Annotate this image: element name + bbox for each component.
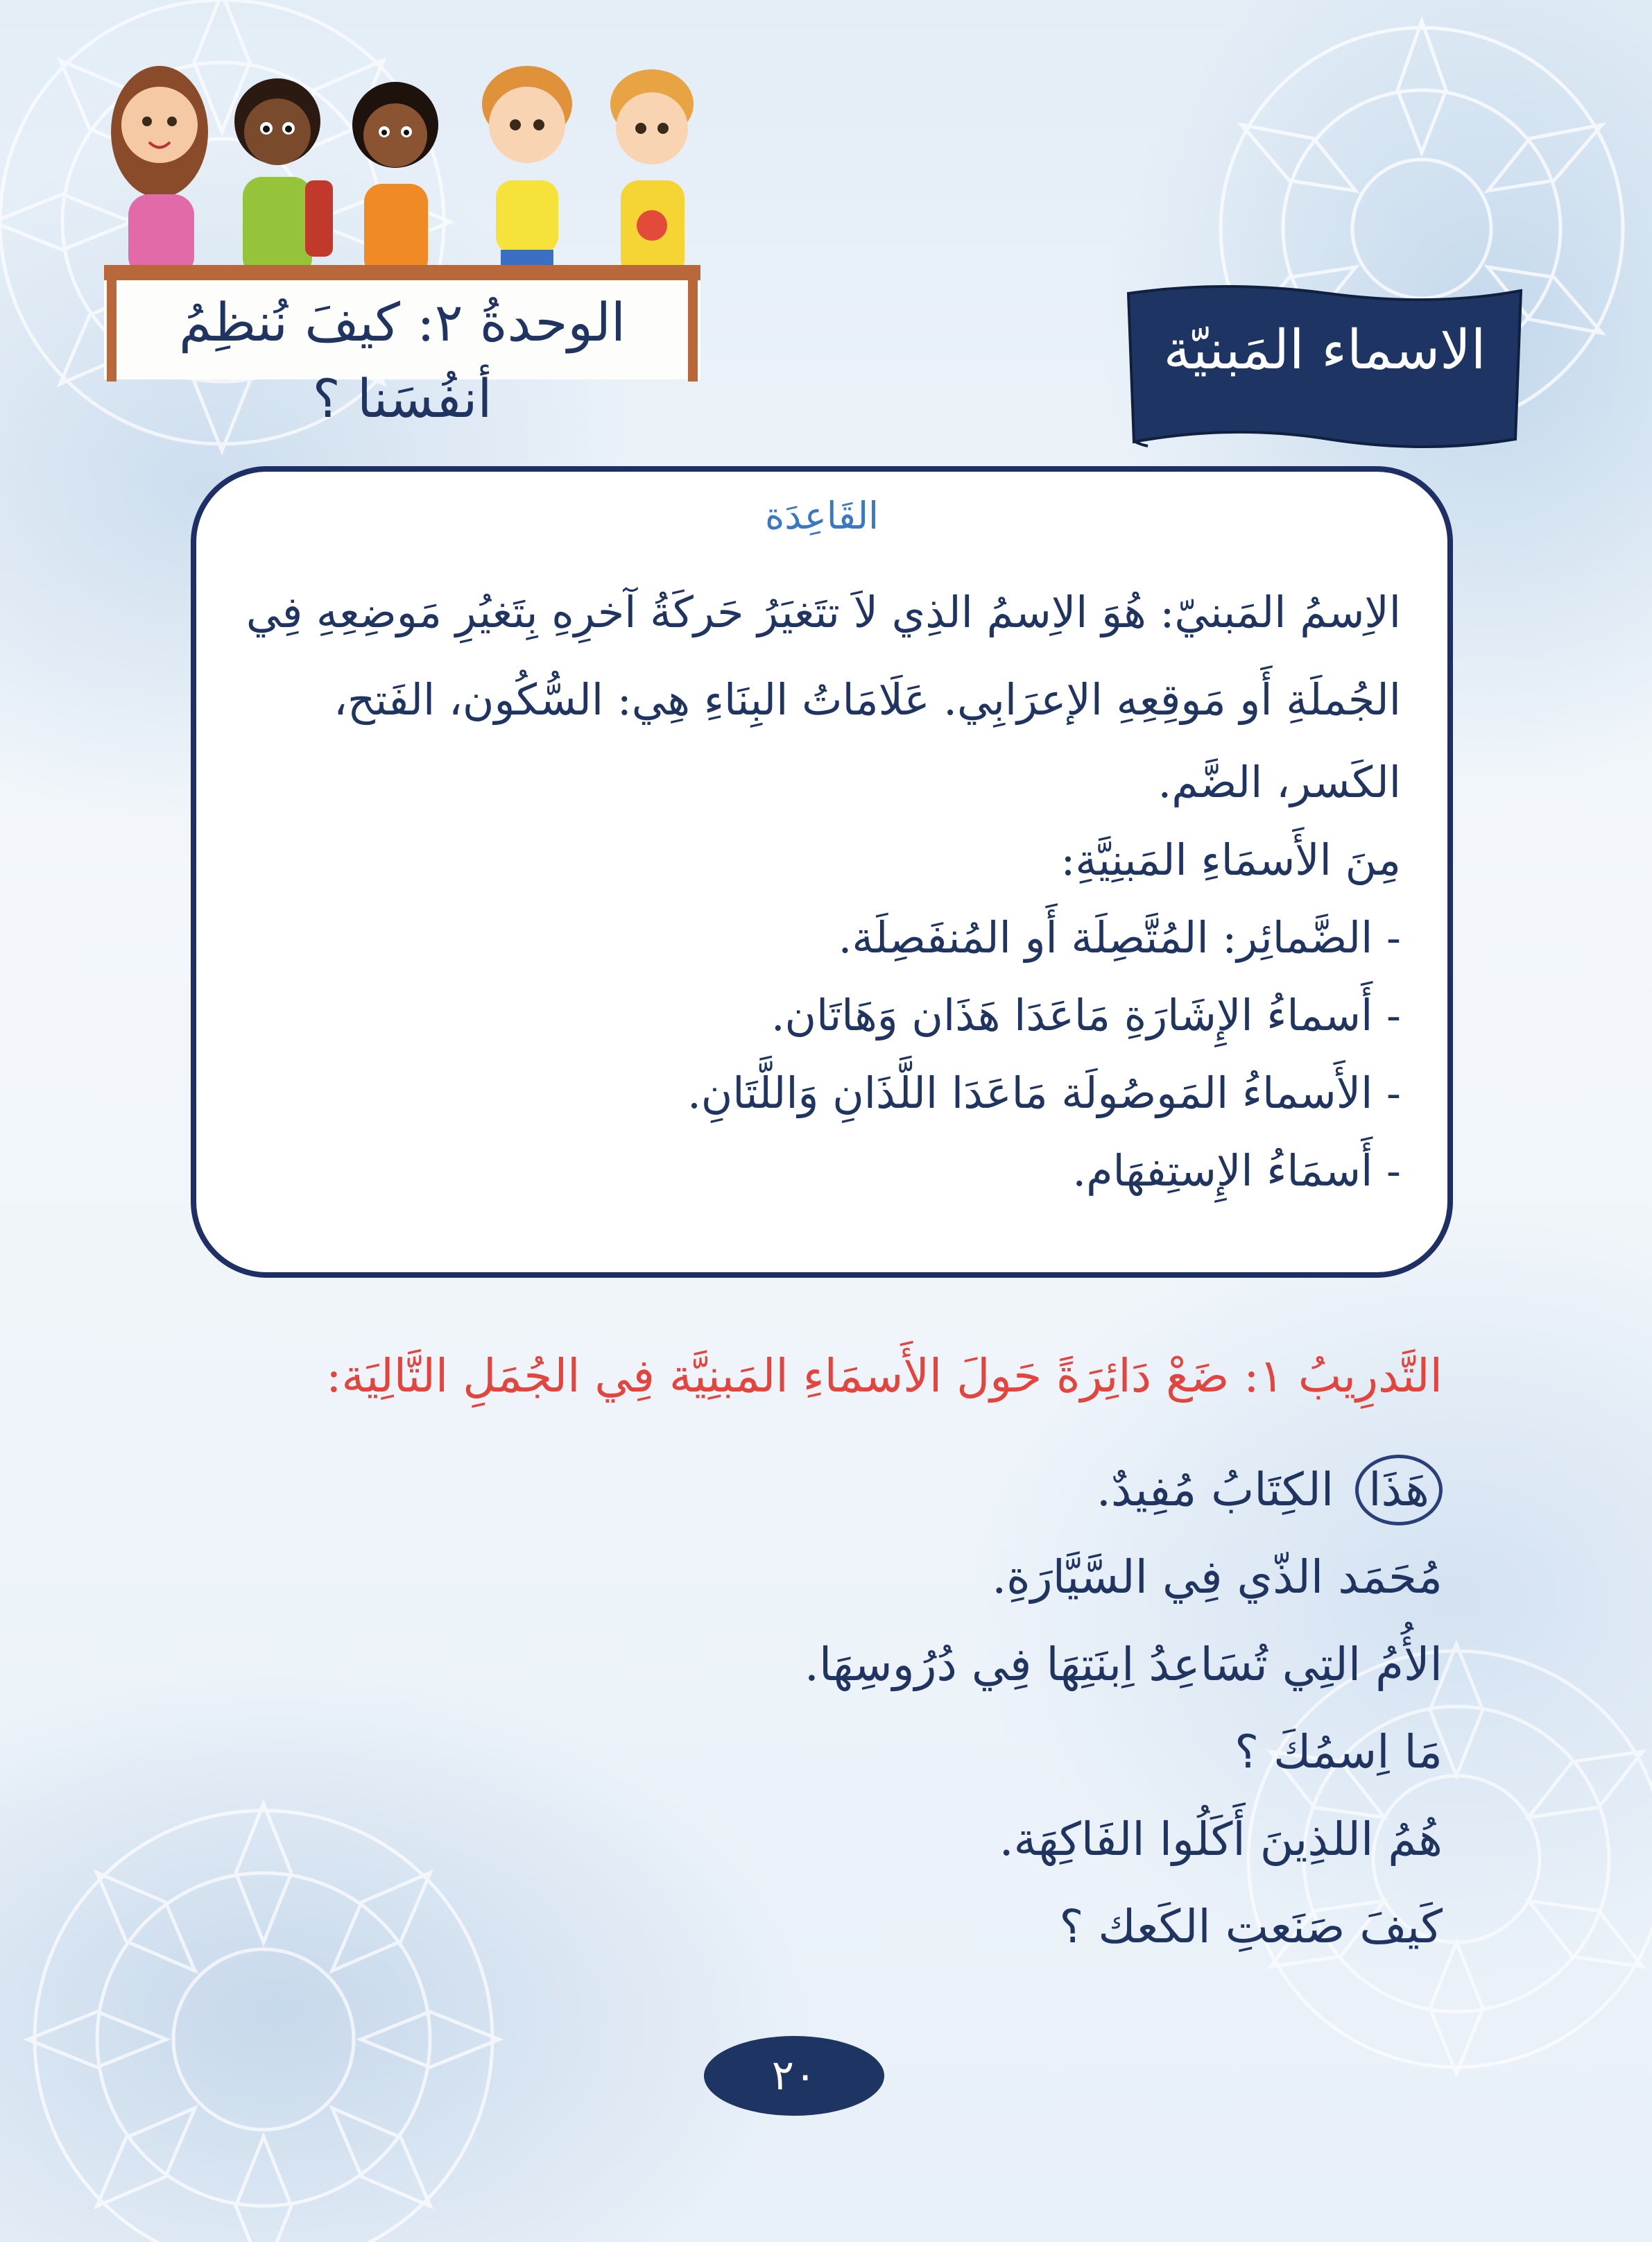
rule-list-item: - أَسمَاءُ الإِستِفهَام.: [1072, 1145, 1401, 1196]
rule-list-item: - الأَسماءُ المَوصُولَة مَاعَدَا اللَّذَانِ وَاللَّتَانِ.: [687, 1068, 1401, 1118]
rule-line: الكَسر، الضَّم.: [1158, 757, 1401, 807]
exercise-sentence: كَيفَ صَنَعتِ الكَعك ؟: [1059, 1900, 1443, 1953]
rule-line: مِنَ الأَسمَاءِ المَبنِيَّةِ:: [1060, 835, 1401, 885]
exercise-sentence: مَا اِسمُكَ ؟: [1234, 1725, 1443, 1779]
rule-line: الاِسمُ المَبنيّ: هُوَ الاِسمُ الذِي لاَ تتَغيَرُ حَركَةُ آخرِهِ بِتَغيُرِ مَوضِعِهِ فِي: [246, 587, 1401, 637]
child-figure: [610, 69, 694, 277]
child-figure: [352, 82, 438, 277]
rule-list-item: - الضَّمائِر: المُتَّصِلَة أَو المُنفَصِلَة.: [838, 912, 1401, 963]
rule-text: [246, 569, 1401, 1210]
rule-list-item: - أَسماءُ الإِشَارَةِ مَاعَدَا هَذَان وَهَاتَان.: [771, 990, 1401, 1041]
page-number: ٢٠: [704, 2036, 884, 2116]
children-illustration: [104, 55, 714, 277]
child-figure: [482, 66, 572, 277]
child-figure: [111, 66, 208, 277]
exercise-title: التَّدرِيبُ ١: ضَعْ دَائِرَةً حَولَ الأَسمَاءِ المَبنِيَّة فِي الجُمَلِ التَّالِيَة:: [326, 1349, 1443, 1403]
rule-line: الجُملَةِ أَو مَوقِعِهِ الإعرَابِي. عَلَامَاتُ البِنَاءِ هِي: السُّكُون، الفَتح،: [333, 674, 1401, 725]
exercise-sentence: هُمُ اللذِينَ أَكَلُوا الفَاكِهَة.: [999, 1813, 1443, 1866]
exercise-example: [208, 1446, 1443, 1534]
circled-word: هَذَا: [1355, 1455, 1443, 1525]
desk-leg: [688, 277, 698, 382]
unit-title: الوحدةُ ٢: كيفَ نُنظِمُ أنفُسَنا ؟: [179, 291, 626, 429]
exercise-sentence: مُحَمَد الذّي فِي السَّيَّارَةِ.: [992, 1550, 1443, 1604]
exercise-sentences: [208, 1446, 1443, 1971]
rule-heading: القَاعِدَة: [764, 494, 879, 538]
exercise-sentence: الأُمُ التِي تُسَاعِدُ اِبنَتِهَا فِي دُرُوسِهَا.: [804, 1638, 1443, 1691]
desk-leg: [107, 277, 117, 382]
example-text: الكِتَابُ مُفِيدٌ.: [1096, 1463, 1334, 1516]
lesson-title: الاسماء المَبنيّة: [1163, 319, 1486, 382]
child-figure: [234, 78, 333, 277]
